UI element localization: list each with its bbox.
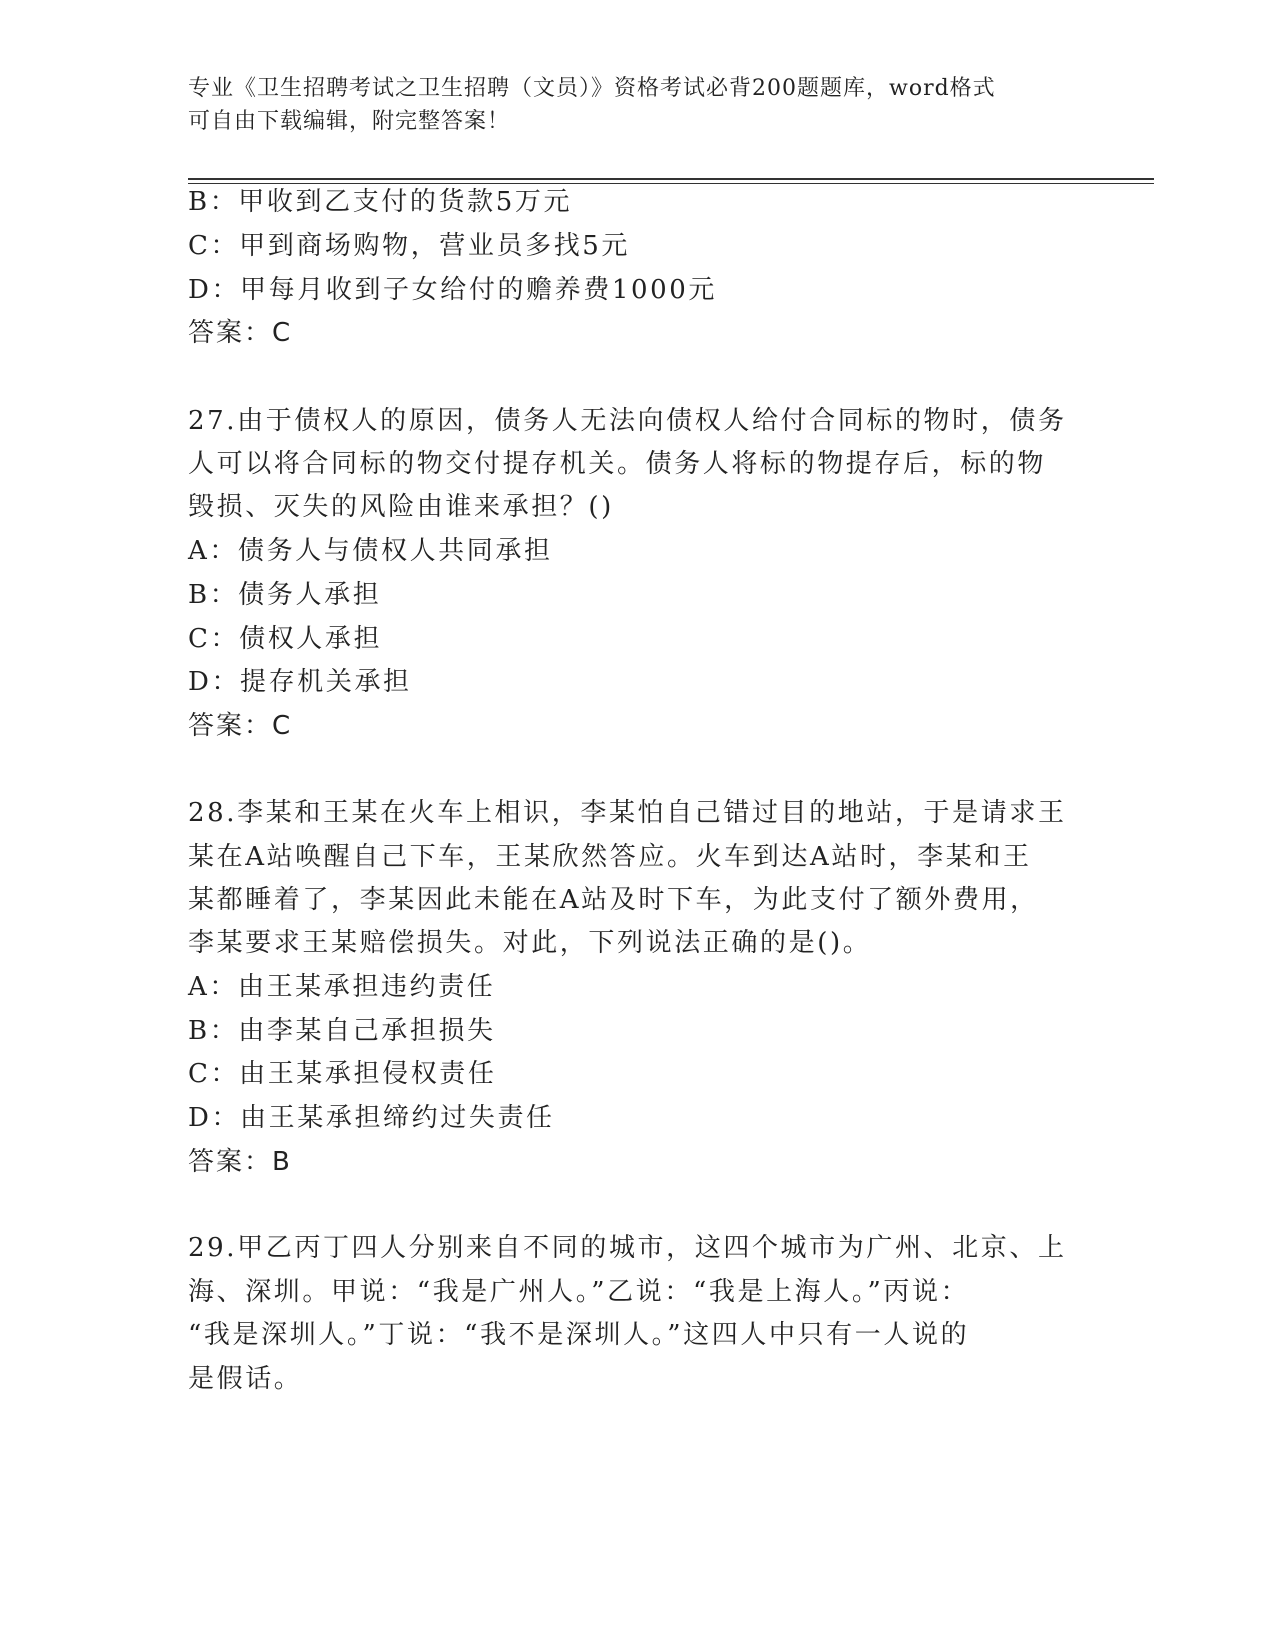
header-divider <box>188 178 1154 180</box>
q26-answer: 答案：C <box>188 318 293 348</box>
q26-option-c: C：甲到商场购物，营业员多找5元 <box>188 231 631 261</box>
q27-text-line-1: 27.由于债权人的原因，债务人无法向债权人给付合同标的物时，债务 <box>188 406 1067 436</box>
q28-option-b: B：由李某自己承担损失 <box>188 1016 496 1046</box>
q28-answer: 答案：B <box>188 1147 292 1177</box>
document-header <box>188 72 1088 138</box>
q27-option-c: C：债权人承担 <box>188 624 383 654</box>
q28-text-line-1: 28.李某和王某在火车上相识，李某怕自己错过目的地站，于是请求王 <box>188 798 1067 828</box>
q27-option-a: A：债务人与债权人共同承担 <box>188 536 553 566</box>
q28-option-d: D：由王某承担缔约过失责任 <box>188 1103 555 1133</box>
q29-text-line-1: 29.甲乙丙丁四人分别来自不同的城市，这四个城市为广州、北京、上 <box>188 1233 1067 1263</box>
q28-text-line-2: 某在A站唤醒自己下车，王某欣然答应。火车到达A站时，李某和王 <box>188 842 1032 872</box>
q29-text-line-4: 是假话。 <box>188 1364 303 1394</box>
q29-text-line-3: “我是深圳人。”丁说：“我不是深圳人。”这四人中只有一人说的 <box>188 1320 970 1350</box>
q29-text-line-2: 海、深圳。甲说：“我是广州人。”乙说：“我是上海人。”丙说： <box>188 1277 970 1307</box>
header-line-2: 可自由下载编辑，附完整答案！ <box>188 109 511 134</box>
q27-text-line-2: 人可以将合同标的物交付提存机关。债务人将标的物提存后，标的物 <box>188 449 1047 479</box>
q27-option-b: B：债务人承担 <box>188 580 382 610</box>
header-divider-thin <box>188 183 1154 184</box>
q27-option-d: D：提存机关承担 <box>188 667 412 697</box>
q27-answer: 答案：C <box>188 711 293 741</box>
q27-text-line-3: 毁损、灭失的风险由谁来承担？() <box>188 492 614 522</box>
q26-option-b: B：甲收到乙支付的货款5万元 <box>188 187 573 217</box>
header-line-1: 专业《卫生招聘考试之卫生招聘（文员）》资格考试必背200题题库，word格式 <box>188 76 996 101</box>
q28-option-a: A：由王某承担违约责任 <box>188 972 496 1002</box>
q28-text-line-3: 某都睡着了，李某因此未能在A站及时下车，为此支付了额外费用， <box>188 885 1039 915</box>
q26-option-d: D：甲每月收到子女给付的赡养费1000元 <box>188 275 718 305</box>
q28-option-c: C：由王某承担侵权责任 <box>188 1059 497 1089</box>
q28-text-line-4: 李某要求王某赔偿损失。对此，下列说法正确的是()。 <box>188 928 872 958</box>
